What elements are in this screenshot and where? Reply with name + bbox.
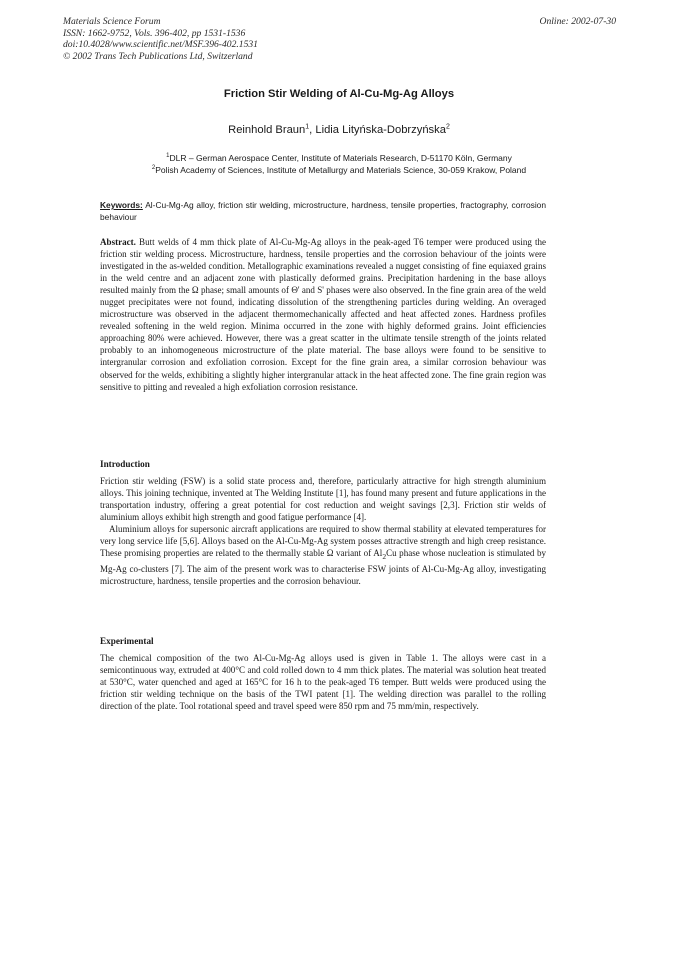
author-affil-mark: 2 [445, 123, 450, 131]
section-heading-experimental: Experimental [100, 636, 154, 646]
affiliations [100, 152, 578, 176]
author-name: Lidia Lityńska-Dobrzyńska [315, 124, 446, 136]
affiliation-1 [100, 152, 578, 164]
online-date: Online: 2002-07-30 [539, 16, 616, 27]
affil-text: Polish Academy of Sciences, Institute of Metallurgy and Materials Science, 30-059 Krakow, Poland [155, 165, 527, 175]
keywords-text: Al-Cu-Mg-Ag alloy, friction stir welding, microstructure, hardness, tensile properties, fractography, corrosion behaviour [100, 200, 546, 222]
section-heading-introduction: Introduction [100, 459, 150, 469]
paragraph: The chemical composition of the two Al-Cu-Mg-Ag alloys used is given in Table 1. The alloys were cast in a semicontinuous way, extruded at 400°C and cold rolled down to 4 mm thick plates. The material was solution heat treated at 530°C, water quenched and aged at 165°C for 16 h to the peak-aged T6 temper. Butt welds were produced using the friction stir welding technique on the basis of the TWI patent [1]. The welding direction was parallel to the rolling direction of the plate. Tool rotational speed and travel speed were 850 rpm and 75 mm/min, respectively. [100, 653, 546, 712]
keywords-label: Keywords: [100, 200, 143, 210]
copyright-line: © 2002 Trans Tech Publications Ltd, Switzerland [63, 50, 253, 62]
paragraph-text: Aluminium alloys for supersonic aircraft applications are required to show thermal stability at elevated temperatures for very long service life [5,6]. Alloys based on the Al-Cu-Mg-Ag system posses attractive strength and high creep resistance. These promising properties are related to the thermally stable Ω variant of Al [100, 524, 546, 559]
paragraph: Friction stir welding (FSW) is a solid state process and, therefore, particularly attractive for high strength aluminium alloys. This joining technique, invented at The Welding Institute [1], has found many present and future applications in the transportation industry, offering a great potential for cost reduction and weight savings [2,3]. Friction stir welds of aluminium alloys exhibit high strength and good fatigue performance [4]. [100, 476, 546, 523]
author-line [0, 124, 678, 136]
affil-mark: 2 [151, 165, 156, 172]
author-separator: , [309, 124, 316, 136]
experimental-body [100, 652, 546, 712]
paper-title: Friction Stir Welding of Al-Cu-Mg-Ag Alloys [223, 88, 455, 100]
abstract-label: Abstract. [100, 237, 136, 247]
introduction-body [100, 475, 546, 587]
affil-text: DLR – German Aerospace Center, Institute of Materials Research, D-51170 Köln, Germany [169, 153, 512, 163]
author-affil-mark: 1 [305, 123, 310, 131]
issn-line: ISSN: 1662-9752, Vols. 396-402, pp 1531-1536 [63, 27, 246, 39]
affil-mark: 1 [166, 153, 170, 160]
journal-header [63, 16, 258, 62]
paragraph [100, 523, 546, 587]
subscript: 2 [382, 552, 387, 562]
author-name: Reinhold Braun [228, 124, 306, 136]
doi-line[interactable]: doi:10.4028/www.scientific.net/MSF.396-402.1531 [63, 39, 258, 50]
journal-name: Materials Science Forum [63, 16, 161, 27]
abstract-block [100, 236, 546, 393]
keywords-block [100, 200, 546, 223]
abstract-text: Butt welds of 4 mm thick plate of Al-Cu-Mg-Ag alloys in the peak-aged T6 temper were produced using the friction stir welding process. Microstructure, hardness, tensile properties and the corrosion behaviour of the joints were investigated in the as-welded condition. Metallographic examinations revealed a nugget consisting of fine equiaxed grains in the weld centre and an adjacent zone with plastically deformed grains. Precipitation hardening in the base alloys resulted mainly from the Ω phase; small amounts of Θ' and S' phases were also observed. In the fine grain area of the weld nugget precipitates were not found, indicating dissolution of the strengthening particles during welding. An overaged microstructure was observed in the adjacent thermomechanically affected and heat affected zones. Hardness profiles revealed softening in the weld region. Minima occurred in the zone with highly deformed grains. Joint efficiencies approaching 80% were achieved. However, there was a great scatter in the ultimate tensile strength of the joints related probably to an inhomogeneous microstructure of the plate material. The base alloys were found to be sensitive to intergranular corrosion and exfoliation corrosion. Except for the fine grain area, a similar corrosion behaviour was observed for the welds, exhibiting a slightly higher intergranular attack in the heat affected zone. The fine grain region was sensitive to pitting and revealed a high exfoliation corrosion resistance. [100, 237, 547, 392]
paragraph-text: Cu phase whose nucleation is stimulated by Mg-Ag co-clusters [7]. The aim of the present work was to characterise FSW joints of Al-Cu-Mg-Ag alloy, investigating microstructure, hardness, tensile properties and the corrosion behaviour. [100, 548, 547, 587]
affiliation-2 [100, 164, 578, 176]
